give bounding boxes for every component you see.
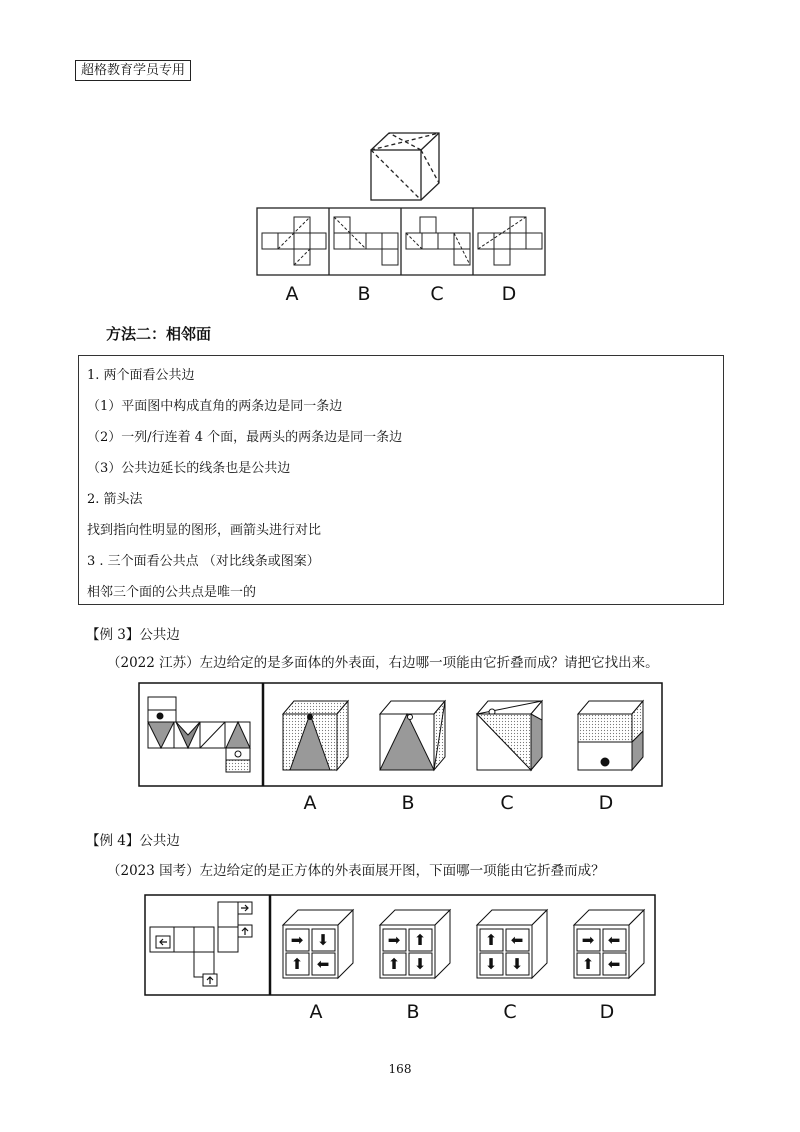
rule-line-8: 相邻三个面的公共点是唯一的	[87, 585, 257, 600]
example1-option-c-label: C	[430, 283, 444, 305]
svg-text:⬆: ⬆	[484, 931, 498, 949]
rule-line-2: （1）平面图中构成直角的两条边是同一条边	[87, 399, 343, 414]
example4-cube-b	[380, 910, 450, 978]
svg-text:⬇: ⬇	[510, 955, 524, 973]
example4-option-a-label: A	[309, 1001, 323, 1023]
example4-option-d-label: D	[599, 1001, 615, 1023]
example4-net	[150, 902, 252, 986]
svg-text:⬆: ⬆	[387, 955, 401, 973]
rule-line-6: 找到指向性明显的图形，画箭头进行对比	[87, 523, 322, 538]
example4-question: （2023 国考）左边给定的是正方体的外表面展开图，下面哪一项能由它折叠而成？	[107, 863, 605, 879]
page-number: 168	[388, 1062, 412, 1076]
svg-text:⬆: ⬆	[413, 931, 427, 949]
svg-text:⬆: ⬆	[290, 955, 304, 973]
rule-line-3: （2）一列/行连着 4 个面，最两头的两条边是同一条边	[87, 430, 403, 445]
svg-text:➡: ➡	[290, 931, 304, 949]
example3-option-c-label: C	[500, 792, 514, 814]
svg-text:➡: ➡	[387, 931, 401, 949]
example4-cube-d	[574, 910, 644, 978]
rule-line-7: 3 . 三个面看公共点 （对比线条或图案）	[87, 554, 320, 569]
svg-text:⬅: ⬅	[607, 931, 621, 949]
example3-label: 【例 3】公共边	[86, 627, 180, 643]
example3-option-a-label: A	[303, 792, 317, 814]
method2-heading: 方法二：相邻面	[106, 325, 212, 343]
svg-text:⬅: ⬅	[510, 931, 524, 949]
example4-option-c-label: C	[503, 1001, 517, 1023]
example4-label: 【例 4】公共边	[86, 833, 180, 849]
header-tag: 超格教育学员专用	[75, 60, 191, 81]
example1-option-d-label: D	[501, 283, 517, 305]
rule-line-4: （3）公共边延长的线条也是公共边	[87, 461, 291, 476]
svg-text:➡: ➡	[581, 931, 595, 949]
example3-option-d-label: D	[598, 792, 614, 814]
svg-text:⬅: ⬅	[316, 955, 330, 973]
svg-text:⬇: ⬇	[316, 931, 330, 949]
example4-cube-a	[283, 910, 353, 978]
rule-line-1: 1. 两个面看公共边	[87, 368, 195, 383]
svg-text:⬅: ⬅	[607, 955, 621, 973]
example3-option-b-label: B	[401, 792, 415, 814]
svg-text:⬆: ⬆	[581, 955, 595, 973]
example1-option-a-label: A	[285, 283, 299, 305]
example4-option-b-label: B	[406, 1001, 420, 1023]
svg-text:⬇: ⬇	[413, 955, 427, 973]
rule-line-5: 2. 箭头法	[87, 492, 143, 507]
svg-text:⬇: ⬇	[484, 955, 498, 973]
example3-question: （2022 江苏）左边给定的是多面体的外表面，右边哪一项能由它折叠而成？请把它找出来。	[107, 655, 659, 671]
example1-option-b-label: B	[357, 283, 371, 305]
example4-cube-c	[477, 910, 547, 978]
